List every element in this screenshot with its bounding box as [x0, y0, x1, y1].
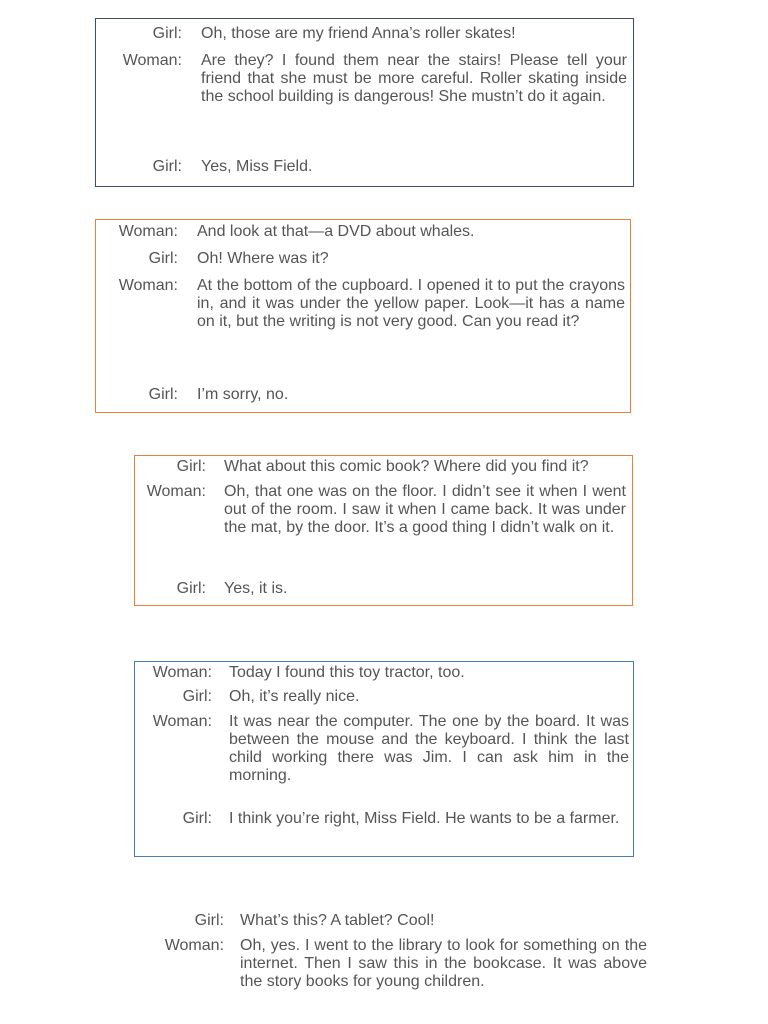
speaker-label: Girl: [148, 250, 178, 267]
speaker-label: Girl: [176, 458, 206, 475]
speaker-label: Woman: [146, 482, 206, 500]
line-text: Today I found this toy tractor, too. [229, 664, 465, 681]
line-text: I’m sorry, no. [197, 386, 289, 403]
speaker-label: Girl: [152, 25, 182, 42]
speaker-label: Woman: [122, 51, 182, 69]
dialogue-block-5 [150, 910, 650, 1024]
line-text: I think you’re right, Miss Field. He wants to be a farmer. [229, 810, 620, 827]
dialogue-box-1 [95, 18, 634, 187]
line-text: What about this comic book? Where did you find it? [224, 458, 589, 475]
line-text: At the bottom of the cupboard. I opened it to put the crayons in, and it was under the yellow paper. Look—it has a name on it, but the writing is not very good. Can you read it? [197, 277, 625, 330]
line-text: Yes, Miss Field. [201, 158, 313, 175]
speaker-label: Woman: [164, 937, 224, 954]
speaker-label: Girl: [182, 688, 212, 706]
speaker-label: Girl: [182, 810, 212, 827]
speaker-label: Girl: [148, 386, 178, 403]
dialogue-box-2 [95, 219, 631, 413]
line-text: Are they? I found them near the stairs! Please tell your friend that she must be more careful. Roller skating inside the school building is dangerous! She mustn’t do it again. [201, 51, 627, 105]
dialogue-box-4 [134, 661, 634, 857]
speaker-label: Woman: [152, 712, 212, 730]
line-text: Oh, it’s really nice. [229, 688, 360, 706]
line-text: Oh, those are my friend Anna’s roller skates! [201, 25, 516, 42]
line-text: Yes, it is. [224, 580, 288, 597]
line-text: It was near the computer. The one by the board. It was between the mouse and the keyboard. I think the last child working there was Jim. I can ask him in the morning. [229, 712, 629, 784]
speaker-label: Girl: [152, 158, 182, 175]
line-text: Oh! Where was it? [197, 250, 329, 267]
dialogue-box-3 [134, 455, 633, 606]
speaker-label: Girl: [194, 912, 224, 929]
line-text: What’s this? A tablet? Cool! [240, 912, 435, 929]
line-text: Oh, that one was on the floor. I didn’t see it when I went out of the room. I saw it when I came back. It was under the mat, by the door. It’s a good thing I didn’t walk on it. [224, 482, 626, 536]
line-text: Oh, yes. I went to the library to look for something on the internet. Then I saw this in the bookcase. It was above the story books for young children. [240, 937, 647, 990]
line-text: And look at that—a DVD about whales. [197, 223, 475, 240]
speaker-label: Woman: [152, 664, 212, 681]
speaker-label: Woman: [118, 277, 178, 294]
speaker-label: Girl: [176, 580, 206, 597]
speaker-label: Woman: [118, 223, 178, 240]
